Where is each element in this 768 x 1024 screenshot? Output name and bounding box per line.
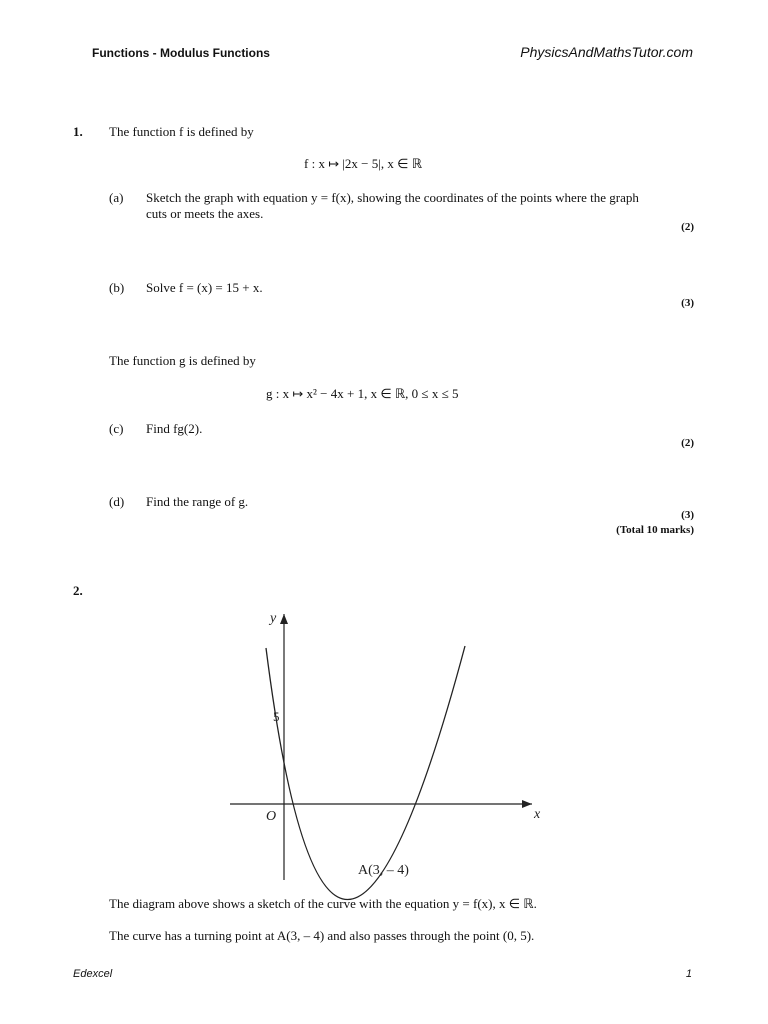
part-d-marks: (3)	[681, 509, 694, 521]
part-c-label: (c)	[109, 421, 124, 436]
x-axis-arrow	[522, 800, 532, 808]
page-header-site: PhysicsAndMathsTutor.com	[520, 44, 693, 60]
part-c-marks: (2)	[681, 437, 694, 449]
part-b-label: (b)	[109, 280, 125, 295]
x-axis-label: x	[534, 807, 541, 822]
page-header-title: Functions - Modulus Functions	[92, 46, 270, 60]
part-d-label: (d)	[109, 494, 125, 509]
origin-label: O	[266, 809, 277, 824]
y-axis-arrow	[280, 614, 288, 624]
part-b-marks: (3)	[681, 297, 694, 309]
curve-y-f-x	[266, 646, 465, 900]
y-intercept-label: 5	[273, 709, 280, 724]
question-2-turning-point: The curve has a turning point at A(3, – 4) and also passes through the point (0, 5).	[109, 928, 535, 943]
part-a-text: Sketch the graph with equation y = f(x), showing the coordinates of the points where the graph cuts or meets the axes.	[146, 190, 639, 221]
turning-point-label: A(3, – 4)	[358, 863, 409, 878]
y-axis-label: y	[270, 611, 277, 626]
total-marks: (Total 10 marks)	[616, 524, 694, 536]
function-g-definition: g : x ↦ x² − 4x + 1, x ∈ ℝ, 0 ≤ x ≤ 5	[266, 386, 459, 401]
part-d-text: Find the range of g.	[146, 494, 249, 509]
part-b-text: Solve f = (x) = 15 + x.	[146, 280, 263, 295]
footer-page-number: 1	[685, 968, 692, 980]
function-f-definition: f : x ↦ |2x − 5|, x ∈ ℝ	[304, 156, 422, 171]
question-1-intro: The function f is defined by	[109, 124, 254, 139]
part-a-marks: (2)	[681, 221, 694, 233]
question-2-number: 2.	[73, 583, 83, 598]
function-g-intro: The function g is defined by	[109, 353, 256, 368]
part-a-label: (a)	[109, 190, 124, 205]
part-c-text: Find fg(2).	[146, 421, 203, 436]
question-1-number: 1.	[73, 124, 83, 139]
question-2-description: The diagram above shows a sketch of the curve with the equation y = f(x), x ∈ ℝ.	[109, 896, 537, 911]
footer-board: Edexcel	[73, 968, 113, 980]
